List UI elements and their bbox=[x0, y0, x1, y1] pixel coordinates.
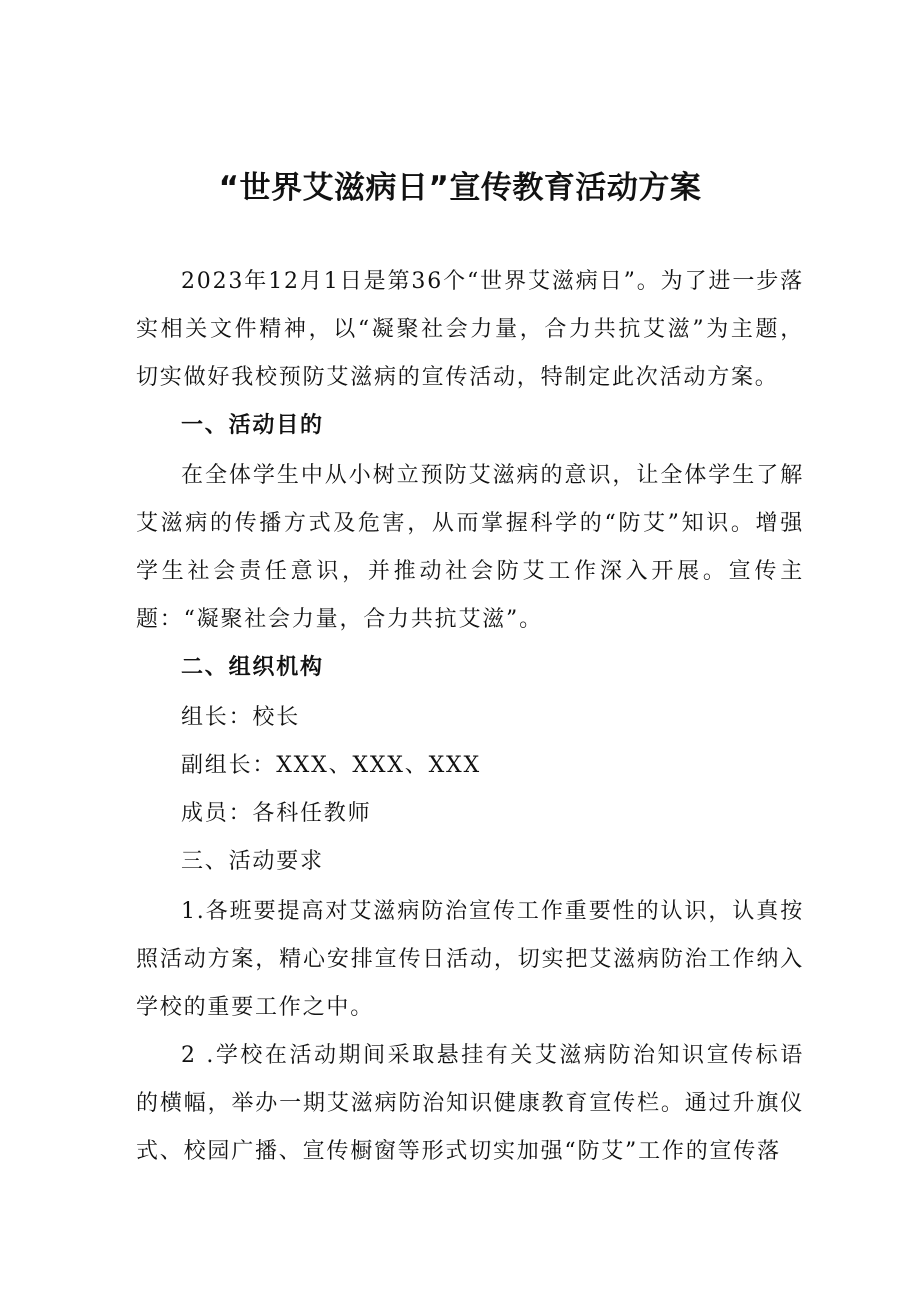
requirement-item-1: 1.各班要提高对艾滋病防治宣传工作重要性的认识，认真按照活动方案，精心安排宣传日活动，切实把艾滋病防治工作纳入学校的重要工作之中。 bbox=[136, 899, 804, 1020]
document-body bbox=[136, 258, 804, 1176]
leader-line: 组长：校长 bbox=[181, 705, 301, 730]
requirement-item-2: 2 .学校在活动期间采取悬挂有关艾滋病防治知识宣传标语的横幅，举办一期艾滋病防治知识健康教育宣传栏。通过升旗仪式、校园广播、宣传橱窗等形式切实加强“防艾”工作的宣传落 bbox=[136, 1043, 804, 1164]
document-title: “世界艾滋病日”宣传教育活动方案 bbox=[218, 170, 702, 206]
section-heading-requirements: 三、活动要求 bbox=[181, 849, 324, 874]
section-heading-purpose: 一、活动目的 bbox=[181, 413, 324, 438]
members-line: 成员：各科任教师 bbox=[181, 801, 372, 826]
deputy-leader-line: 副组长：XXX、XXX、XXX bbox=[181, 753, 481, 778]
purpose-paragraph: 在全体学生中从小树立预防艾滋病的意识，让全体学生了解艾滋病的传播方式及危害，从而掌握科学的“防艾”知识。增强学生社会责任意识，并推动社会防艾工作深入开展。宣传主题：“凝聚社会力量，合力共抗艾滋”。 bbox=[136, 463, 804, 632]
section-heading-organization: 二、组织机构 bbox=[181, 655, 324, 680]
intro-paragraph: 2023年12月1日是第36个“世界艾滋病日”。为了进一步落实相关文件精神，以“凝聚社会力量，合力共抗艾滋”为主题，切实做好我校预防艾滋病的宣传活动，特制定此次活动方案。 bbox=[136, 269, 804, 390]
